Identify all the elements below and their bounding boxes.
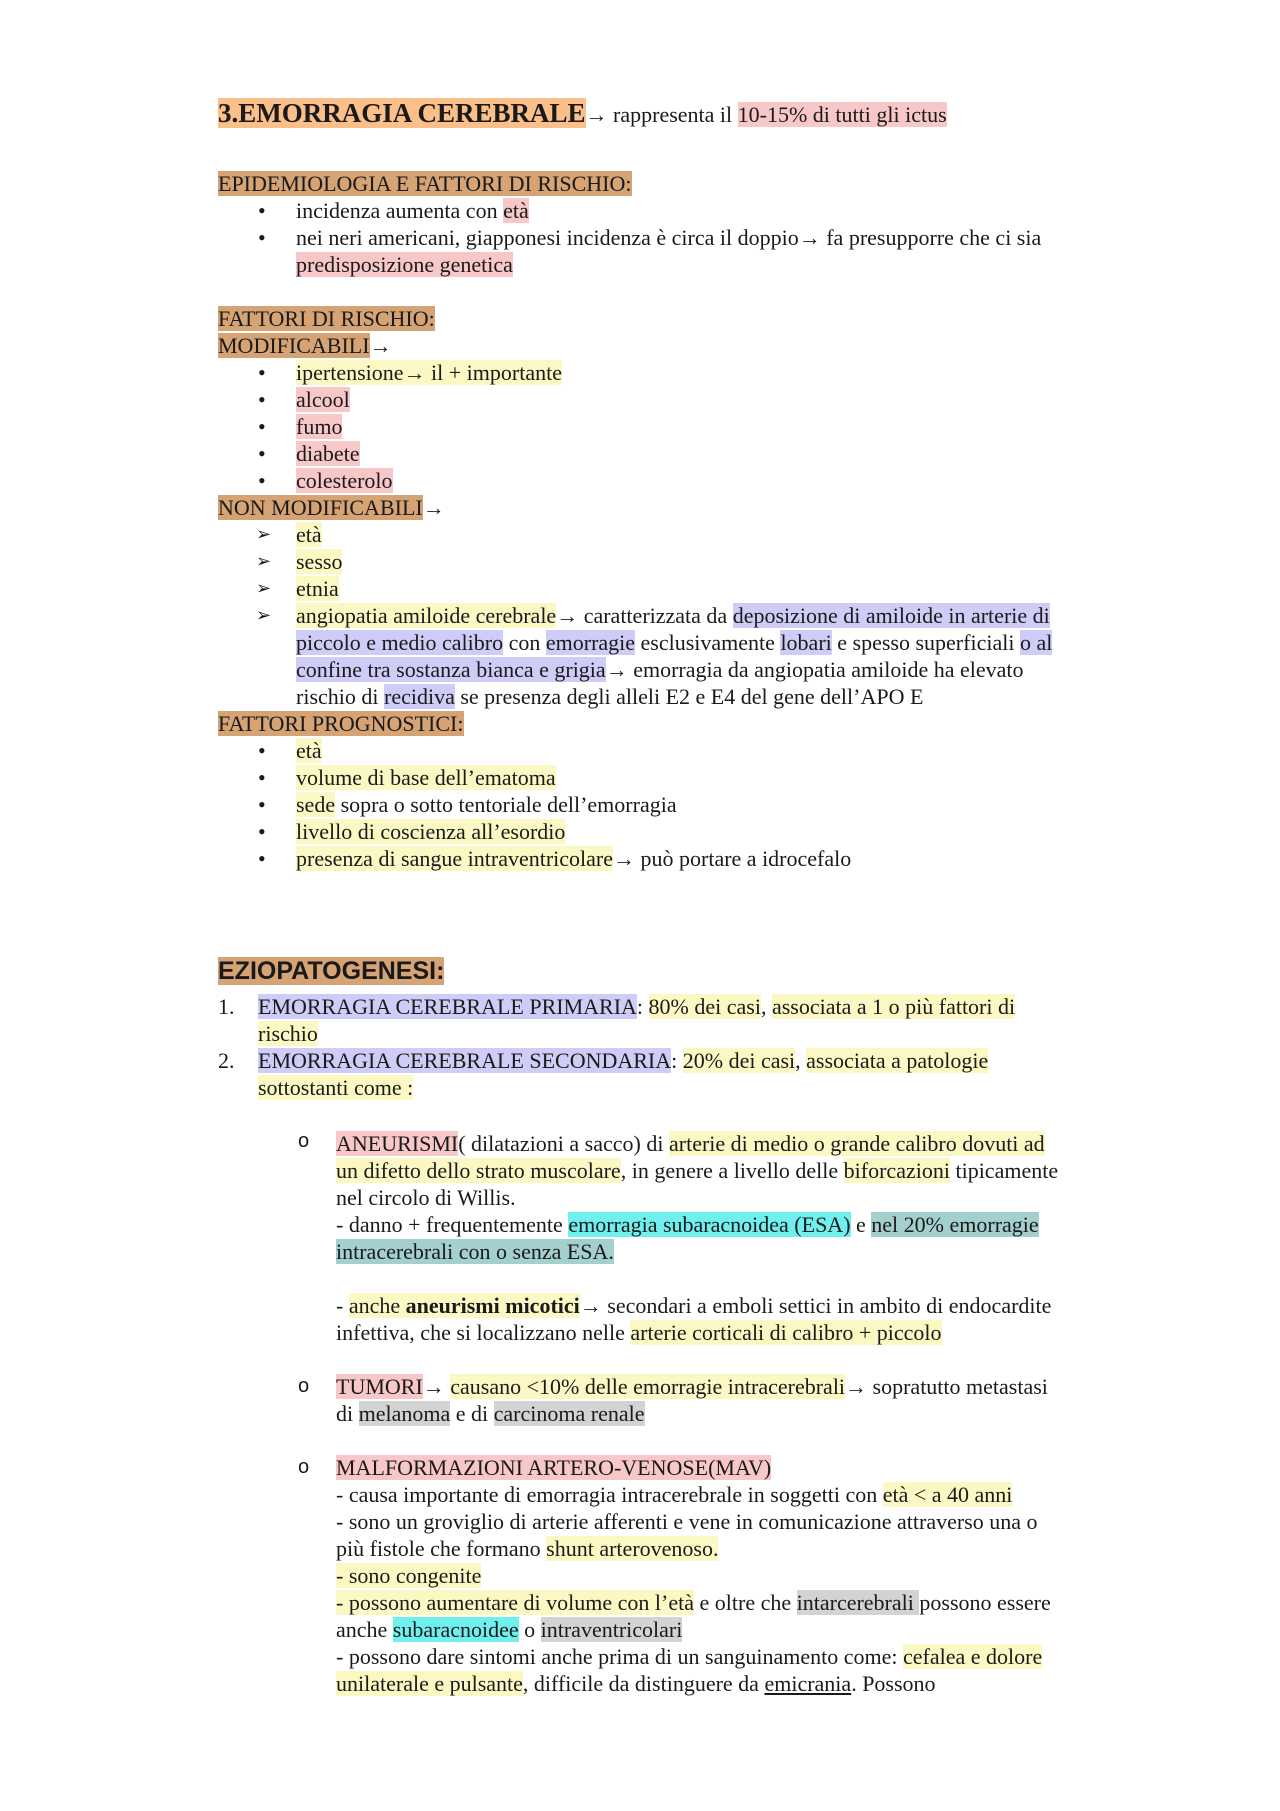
title-percent: 10-15% di tutti gli ictus bbox=[737, 102, 947, 127]
arrow-bullet-icon: ➢ bbox=[256, 551, 272, 572]
list-item: ➢ angiopatia amiloide cerebrale→ caratterizzata da deposizione di amiloide in arterie di piccolo e medio calibro con emorragie esclusivamente lobari e spesso superficiali o al confine tra sostanza bianca e grigia→ emorragia da angiopatia amiloide ha elevato rischio di recidiva se presenza degli alleli E2 e E4 del gene dell’APO E bbox=[256, 603, 1053, 709]
list-item: • incidenza aumenta con età bbox=[258, 198, 529, 223]
list-item-aneurismi: o ANEURISMI( dilatazioni a sacco) di arterie di medio o grande calibro dovuti ad un difetto dello strato muscolare, in genere a livello delle biforcazioni tipicamente nel circolo di Willis. - danno + frequentemente emorragia subaracnoidea (ESA) e nel 20% emorragie intracerebrali con o senza ESA. - anche aneurismi micotici→ secondari a emboli settici in ambito di endocardite infettiva, che si localizzano nelle arterie corticali di calibro + piccolo bbox=[298, 1130, 1059, 1345]
fattori-section: FATTORI DI RISCHIO: MODIFICABILI→ • ipertensione→ il + importante • alcool • fumo • diabete • colesterolo NON MODIFICABILI→ ➢ età ➢ sesso ➢ etnia ➢ angiopatia amiloide cerebrale→ caratterizzata da deposizione di amiloide in arterie di piccolo e medio calibro con emorragie esclusivamente lobari e spesso superficiali o al confine tra sostanza bianca e grigia→ emorragia da angiopatia amiloide ha elevato rischio di recidiva se presenza degli alleli E2 e E4 del gene dell’APO E FATTORI PROGNOSTICI: • età • volume di base dell’ematoma • sede sopra o sotto tentoriale dell’emorragia • livello di coscienza all’esordio • presenza di sangue intraventricolare→ può portare a idrocefalo bbox=[218, 305, 1068, 872]
list-item: • ipertensione→ il + importante bbox=[258, 360, 562, 385]
list-item-tumori: o TUMORI→ causano <10% delle emorragie intracerebrali→ sopratutto metastasi di melanoma e di carcinoma renale bbox=[298, 1374, 1048, 1426]
list-item: ➢ età bbox=[256, 522, 322, 547]
list-item: • diabete bbox=[258, 441, 360, 466]
list-item: • sede sopra o sotto tentoriale dell’emorragia bbox=[258, 792, 677, 817]
title-arrow-text: → rappresenta il bbox=[585, 102, 738, 127]
list-item: • fumo bbox=[258, 414, 343, 439]
arrow-bullet-icon: ➢ bbox=[256, 605, 272, 626]
list-item: • alcool bbox=[258, 387, 350, 412]
list-item: • presenza di sangue intraventricolare→ può portare a idrocefalo bbox=[258, 846, 852, 871]
eziopatogenesi-section bbox=[218, 958, 1068, 1697]
list-item: ➢ sesso bbox=[256, 549, 343, 574]
section-heading: FATTORI DI RISCHIO: bbox=[218, 306, 435, 331]
list-item: • nei neri americani, giapponesi incidenza è circa il doppio→ fa presupporre che ci sia predisposizione genetica bbox=[258, 225, 1042, 277]
list-item: • età bbox=[258, 738, 322, 763]
bullet: • bbox=[258, 225, 266, 250]
epidemiologia-section bbox=[218, 170, 1068, 278]
list-item-mav: o MALFORMAZIONI ARTERO-VENOSE(MAV) - causa importante di emorragia intracerebrale in soggetti con età < a 40 anni - sono un groviglio di arterie afferenti e vene in comunicazione attraverso una o più fistole che formano shunt arterovenoso. - sono congenite - possono aumentare di volume con l’età e oltre che intarcerebrali possono essere anche subaracnoidee o intraventricolari - possono dare sintomi anche prima di un sanguinamento come: cefalea e dolore unilaterale e pulsante, difficile da distinguere da emicrania. Possono bbox=[298, 1455, 1051, 1696]
list-item: • colesterolo bbox=[258, 468, 393, 493]
title-line bbox=[218, 100, 1068, 128]
list-item: • volume di base dell’ematoma bbox=[258, 765, 556, 790]
subheading-modificabili: MODIFICABILI bbox=[218, 333, 370, 358]
bullet: • bbox=[258, 198, 266, 223]
arrow-bullet-icon: ➢ bbox=[256, 524, 272, 545]
section-heading: EZIOPATOGENESI: bbox=[218, 957, 445, 985]
subheading-non-modificabili: NON MODIFICABILI bbox=[218, 495, 423, 520]
section-heading: FATTORI PROGNOSTICI: bbox=[218, 711, 464, 736]
list-item: ➢ etnia bbox=[256, 576, 339, 601]
main-title: 3.EMORRAGIA CEREBRALE bbox=[218, 98, 586, 128]
section-heading: EPIDEMIOLOGIA E FATTORI DI RISCHIO: bbox=[218, 171, 632, 196]
list-item: • livello di coscienza all’esordio bbox=[258, 819, 566, 844]
arrow-bullet-icon: ➢ bbox=[256, 578, 272, 599]
list-item: 2. EMORRAGIA CEREBRALE SECONDARIA: 20% dei casi, associata a patologie sottostanti come : bbox=[218, 1048, 989, 1100]
list-item: 1. EMORRAGIA CEREBRALE PRIMARIA: 80% dei casi, associata a 1 o più fattori di rischio bbox=[218, 994, 1016, 1046]
